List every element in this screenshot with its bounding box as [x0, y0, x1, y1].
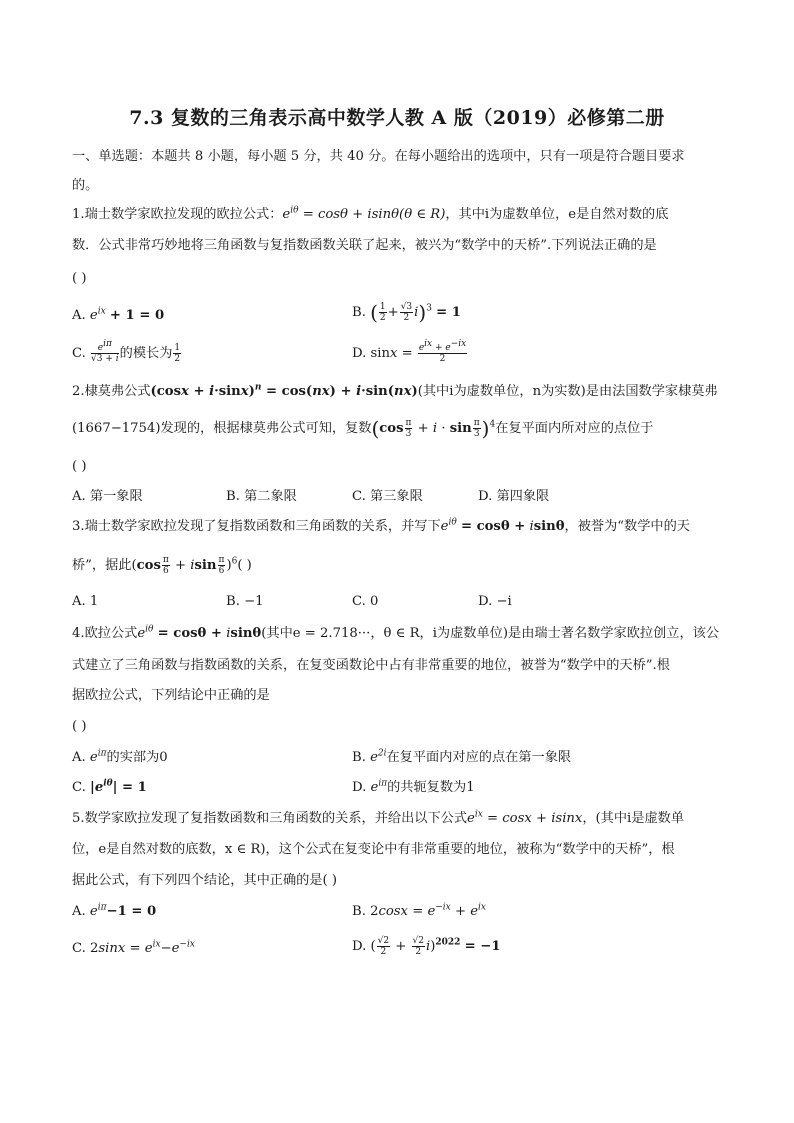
- q1-prefix: 1.瑞士数学家欧拉发现的欧拉公式：: [72, 207, 283, 222]
- q1-stem-line2: 数．公式非常巧妙地将三角函数与复指数函数关联了起来，被兴为“数学中的天桥”.下列说法正确的是: [72, 238, 657, 253]
- q3-option-a[interactable]: A. 1: [72, 594, 99, 609]
- q4-answer-paren: ( ): [72, 719, 87, 734]
- q3-stem-line2: 桥”，据此(cos $\frac{\pi}{6}$ + isin $\frac{\pi}{6}$ )$^6$( ): [72, 555, 252, 576]
- q3-line2-prefix: 桥”，据此: [72, 558, 132, 573]
- q5-stem-line3: 据此公式，有下列四个结论，其中正确的是( ): [72, 873, 338, 888]
- q1-option-b[interactable]: B. ( $\frac{1}{2}$ + $\frac{√3}{2}$ i)$^3$ = 1: [352, 300, 461, 325]
- q5-option-b[interactable]: B. $2\cos x = e^{-ix} + e^{ix}$: [352, 902, 486, 919]
- q2-option-a[interactable]: A. 第一象限: [72, 489, 143, 504]
- q3-option-d[interactable]: D. −i: [478, 594, 512, 609]
- q2-stem-line2: (1667−1754)发现的，根据棣莫弗公式可知，复数(cos $\frac{\pi}{3}$ + i · sin $\frac{\pi}{3}$ )$^4$在复平面内所对应的点位于: [72, 416, 654, 441]
- q4-option-d[interactable]: D. $e^{i\pi}$的共轭复数为1: [352, 778, 475, 795]
- q3-stem-line1: 3.瑞士数学家欧拉发现了复指数函数和三角函数的关系，并写下$e^{i\theta} = \cos\theta + isin\theta$，被誉为“数学中的天: [72, 517, 690, 534]
- q3-option-b[interactable]: B. −1: [226, 594, 264, 609]
- q1-answer-paren: ( ): [72, 271, 87, 286]
- q3-option-c[interactable]: C. 0: [352, 594, 379, 609]
- q4-option-a[interactable]: A. $e^{i\pi}$的实部为0: [72, 748, 168, 765]
- q5-prefix: 5.数学家欧拉发现了复指数函数和三角函数的关系，并给出以下公式: [72, 811, 468, 826]
- q4-stem-line1: 4.欧拉公式$e^{i\theta} = \cos\theta + isin\theta$(其中e = 2.718···，θ ∈ R，i为虚数单位)是由瑞士著名数学家欧拉创立，该公: [72, 624, 720, 641]
- q4-option-b[interactable]: B. $e^{2i}$在复平面内对应的点在第一象限: [352, 748, 572, 765]
- section-heading-line2: 的。: [72, 178, 99, 193]
- q5-option-c[interactable]: C. $2\sin x = e^{ix}-e^{-ix}$: [72, 939, 195, 956]
- q5-stem-line2: 位，e是自然对数的底数，x ∈ R)，这个公式在复变论中有非常重要的地位，被称为“数学中的天桥”，根: [72, 842, 675, 857]
- q4-prefix: 4.欧拉公式: [72, 626, 138, 641]
- q4-stem-line3: 据欧拉公式，下列结论中正确的是: [72, 688, 270, 703]
- q5-option-d[interactable]: D. ( $\frac{√2}{2}$ + $\frac{√2}{2}$ i)$^{2022}$ = −1: [352, 936, 501, 957]
- q1-option-c[interactable]: C. $\frac{e^{i\pi}}{√3 + i}$ 的模长为 $\frac{1}{2}$: [72, 339, 181, 364]
- q2-stem-line1: [72, 383, 718, 401]
- q1-option-a[interactable]: A. $e^{ix} + 1 = 0$: [72, 306, 165, 323]
- q3-prefix: 3.瑞士数学家欧拉发现了复指数函数和三角函数的关系，并写下: [72, 519, 441, 534]
- section-heading-line1: 一、单选题：本题共 8 小题，每小题 5 分，共 40 分。在每小题给出的选项中，只有一项是符合题目要求: [72, 149, 685, 164]
- q2-demoivre-formula: $(\cos x + i\cdot\sin x)^n = \cos(nx) + i\cdot\sin(nx)$: [150, 382, 418, 399]
- q2-prefix: 2.棣莫弗公式: [72, 384, 151, 399]
- q4-option-c[interactable]: C. $|e^{i\theta}| = 1$: [72, 778, 147, 795]
- q2-option-c[interactable]: C. 第三象限: [352, 489, 423, 504]
- q2-after: (其中i为虚数单位，n为实数)是由法国数学家棣莫弗: [417, 384, 718, 399]
- page-title: 7.3 复数的三角表示高中数学人教 A 版（2019）必修第二册: [129, 107, 665, 129]
- q2-line2-prefix: (1667−1754)发现的，根据棣莫弗公式可知，复数: [72, 421, 372, 436]
- q5-option-a[interactable]: A. $e^{i\pi}-1 = 0$: [72, 902, 157, 919]
- section-heading: [72, 148, 685, 166]
- q1-stem-line1: [72, 206, 668, 224]
- q4-after: (其中e = 2.718···，θ ∈ R，i为虚数单位)是由瑞士著名数学家欧拉创立，该公: [261, 626, 720, 641]
- q3-line2-after: ( ): [237, 558, 252, 573]
- q5-after: ，(其中i是虚数单: [582, 811, 685, 826]
- q1-euler-formula: $e^{i\theta} = \cos\theta + isin\theta(\theta$ ∈ R): [282, 205, 446, 222]
- q1-option-d[interactable]: D. sinx = $\frac{e^{ix} + e^{-ix}}{2}$: [352, 339, 467, 364]
- q2-answer-paren: ( ): [72, 459, 87, 474]
- q2-option-b[interactable]: B. 第二象限: [226, 489, 297, 504]
- q4-stem-line2: 式建立了三角函数与指数函数的关系，在复变函数论中占有非常重要的地位，被誉为“数学中的天桥”.根: [72, 658, 670, 673]
- q5-stem-line1: 5.数学家欧拉发现了复指数函数和三角函数的关系，并给出以下公式$e^{ix} = \cos x + isinx$，(其中i是虚数单: [72, 809, 685, 826]
- q1-after: ，其中i为虚数单位，e是自然对数的底: [445, 207, 669, 222]
- q3-after: ，被誉为“数学中的天: [564, 519, 690, 534]
- q2-line2-after: 在复平面内所对应的点位于: [495, 421, 654, 436]
- q1-option-c-text: 的模长为: [119, 346, 173, 361]
- q2-option-d[interactable]: D. 第四象限: [478, 489, 550, 504]
